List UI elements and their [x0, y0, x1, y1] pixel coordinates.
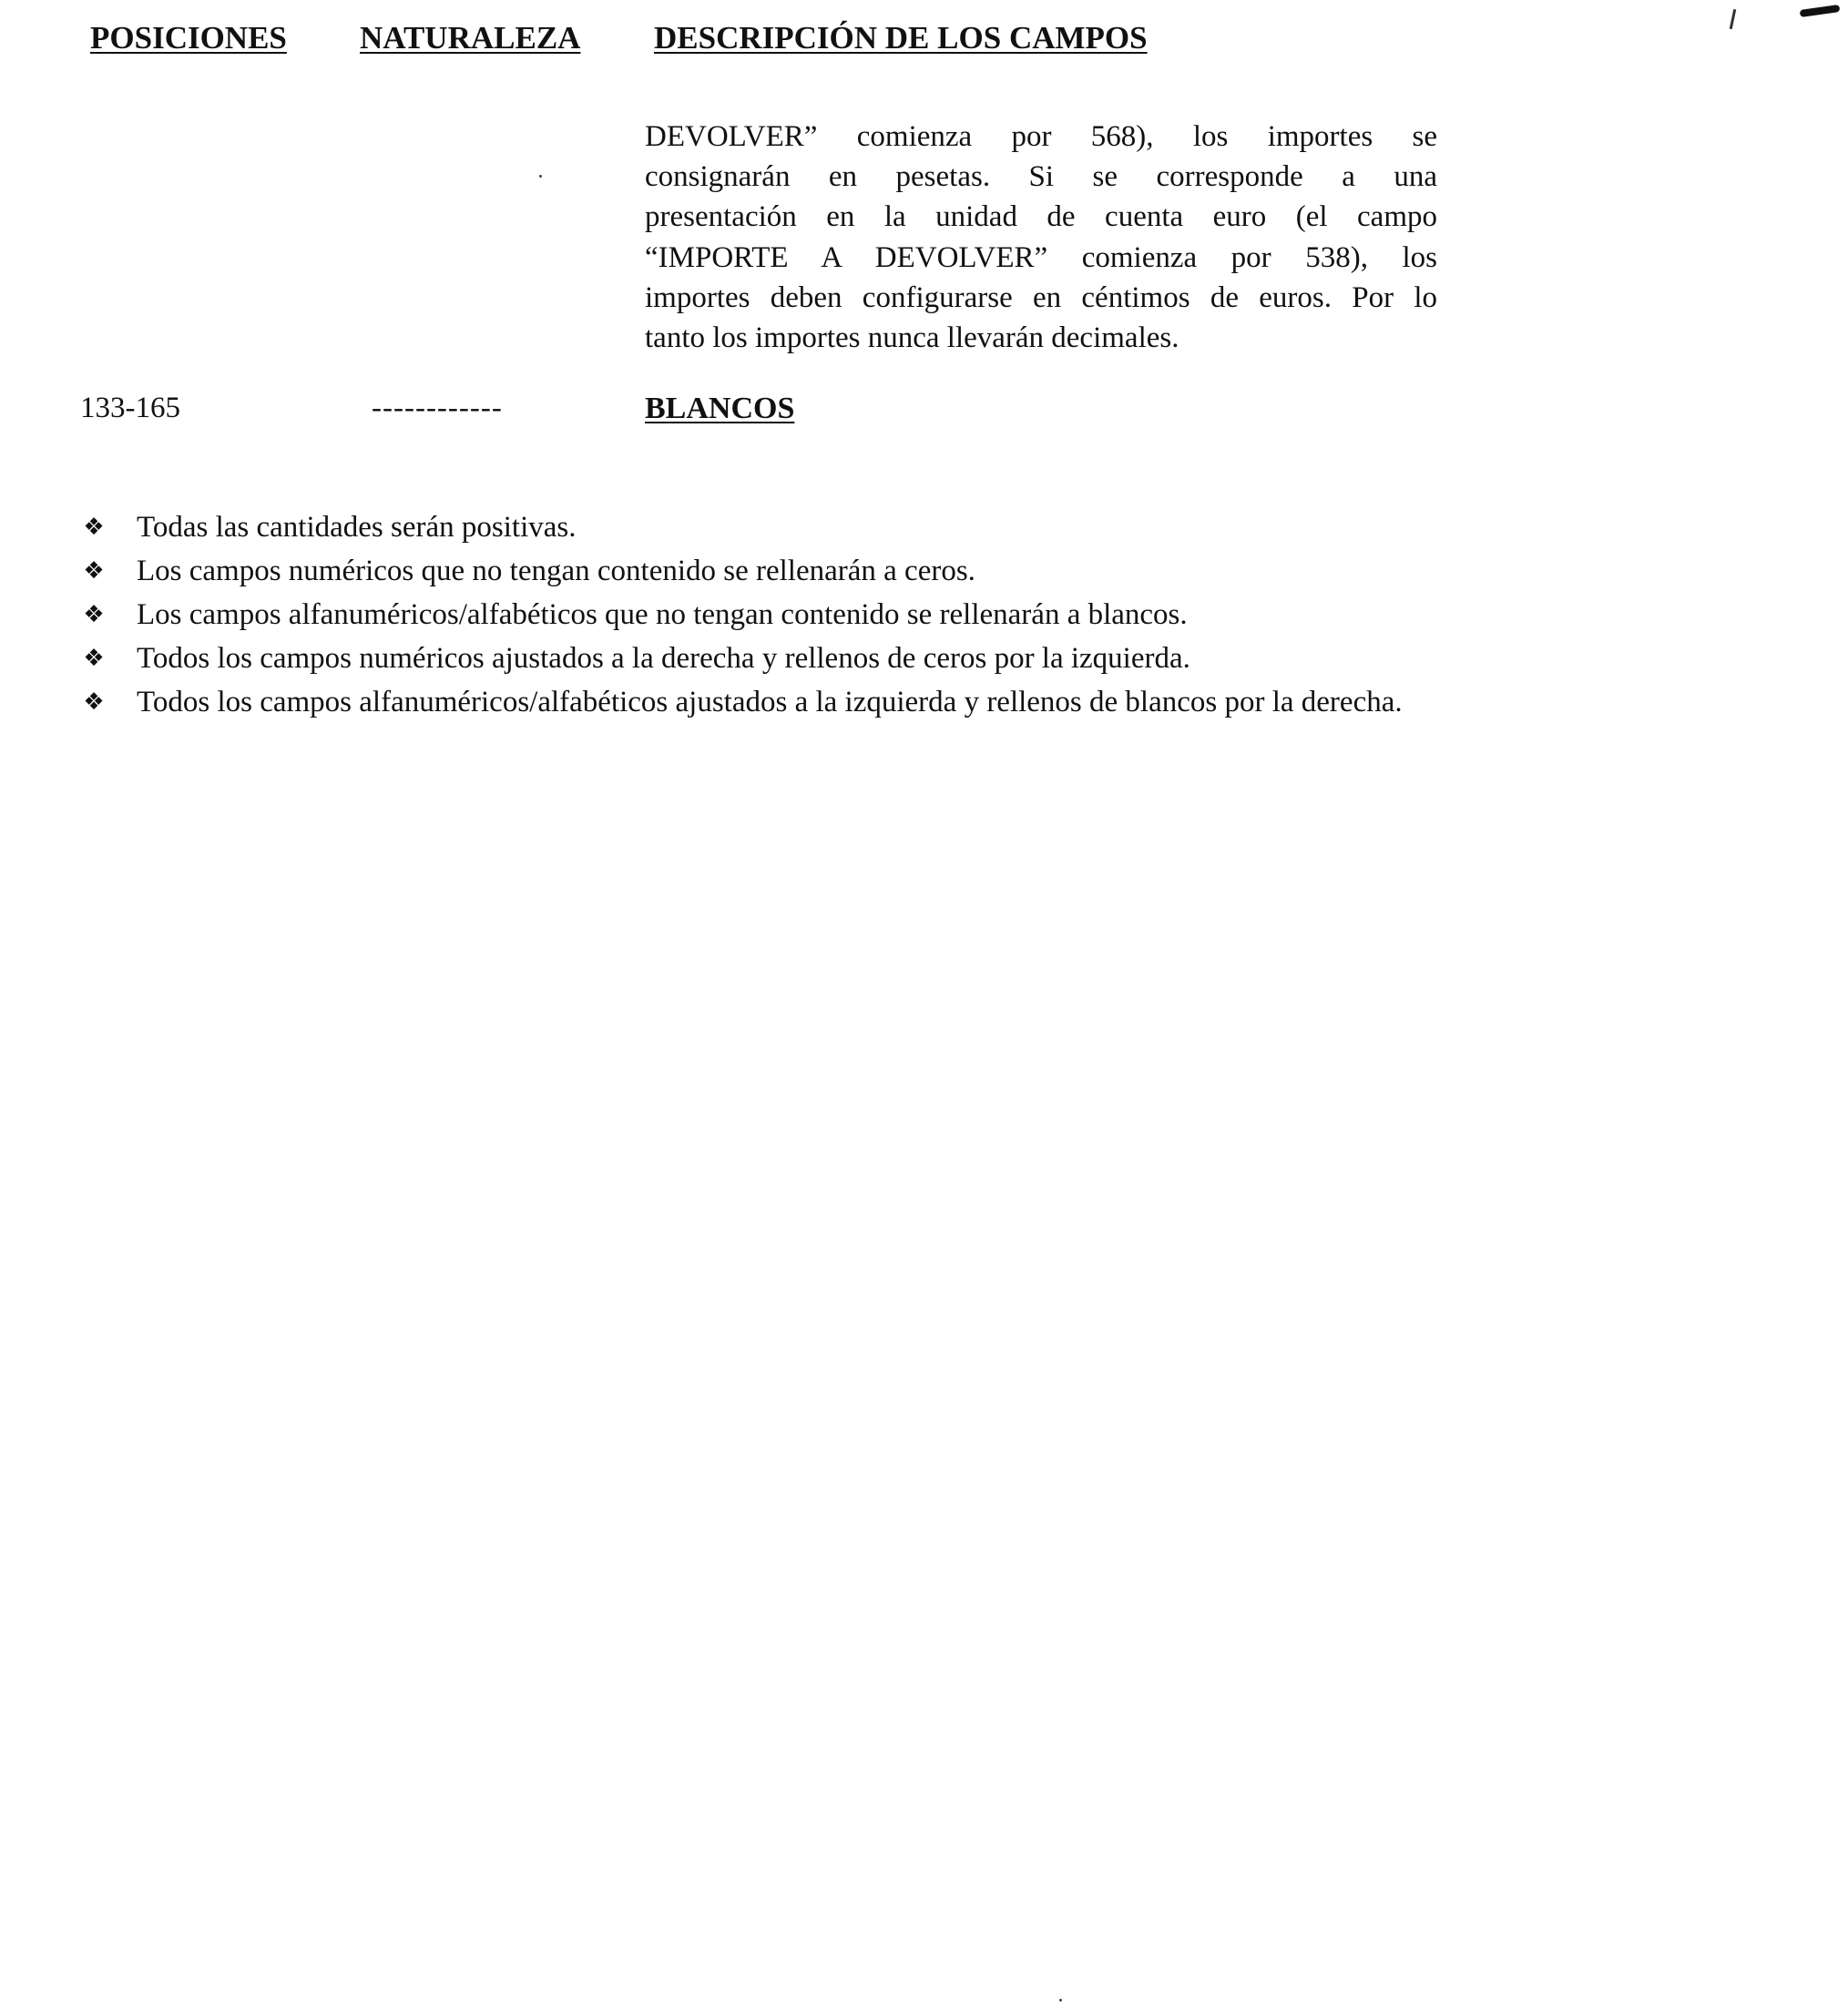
list-item	[80, 596, 1446, 635]
header-positions: POSICIONES	[90, 20, 287, 56]
field-positions: 133-165	[80, 392, 180, 424]
description-line: “IMPORTE A DEVOLVER” comienza por 538), los	[645, 240, 1437, 274]
note-text: Todos los campos numéricos ajustados a la derecha y rellenos de ceros por la izquierda.	[137, 642, 1190, 675]
scan-speck	[539, 175, 542, 178]
scan-speck	[1059, 1999, 1062, 2002]
header-description: DESCRIPCIÓN DE LOS CAMPOS	[654, 20, 1148, 56]
header-nature: NATURALEZA	[360, 20, 581, 56]
description-line: presentación en la unidad de cuenta euro (el campo	[645, 200, 1437, 234]
description-line: consignarán en pesetas. Si se corresponde a una	[645, 160, 1437, 194]
description-line: DEVOLVER” comienza por 568), los importes se	[645, 120, 1437, 153]
list-item	[80, 639, 1446, 678]
field-description: BLANCOS	[645, 392, 795, 425]
field-nature: ------------	[372, 392, 503, 424]
handwritten-tick-mark	[1730, 9, 1737, 29]
list-item	[80, 683, 1446, 722]
description-continuation	[645, 117, 1437, 358]
note-text: Los campos alfanuméricos/alfabéticos que no tengan contenido se rellenarán a blancos.	[137, 598, 1188, 631]
handwritten-dash-mark	[1800, 5, 1841, 17]
four-diamond-bullet-icon: ❖	[83, 557, 105, 585]
four-diamond-bullet-icon: ❖	[83, 601, 105, 628]
list-item	[80, 508, 1446, 547]
four-diamond-bullet-icon: ❖	[83, 514, 105, 541]
note-text: Todos los campos alfanuméricos/alfabéticos ajustados a la izquierda y rellenos de blancos por la derecha.	[137, 686, 1403, 718]
description-line: importes deben configurarse en céntimos de euros. Por lo	[645, 280, 1437, 314]
list-item	[80, 552, 1446, 591]
general-notes-list	[80, 508, 1446, 727]
description-line: tanto los importes nunca llevarán decimales.	[645, 321, 1179, 355]
note-text: Los campos numéricos que no tengan contenido se rellenarán a ceros.	[137, 555, 975, 587]
note-text: Todas las cantidades serán positivas.	[137, 511, 577, 544]
four-diamond-bullet-icon: ❖	[83, 688, 105, 716]
four-diamond-bullet-icon: ❖	[83, 645, 105, 672]
